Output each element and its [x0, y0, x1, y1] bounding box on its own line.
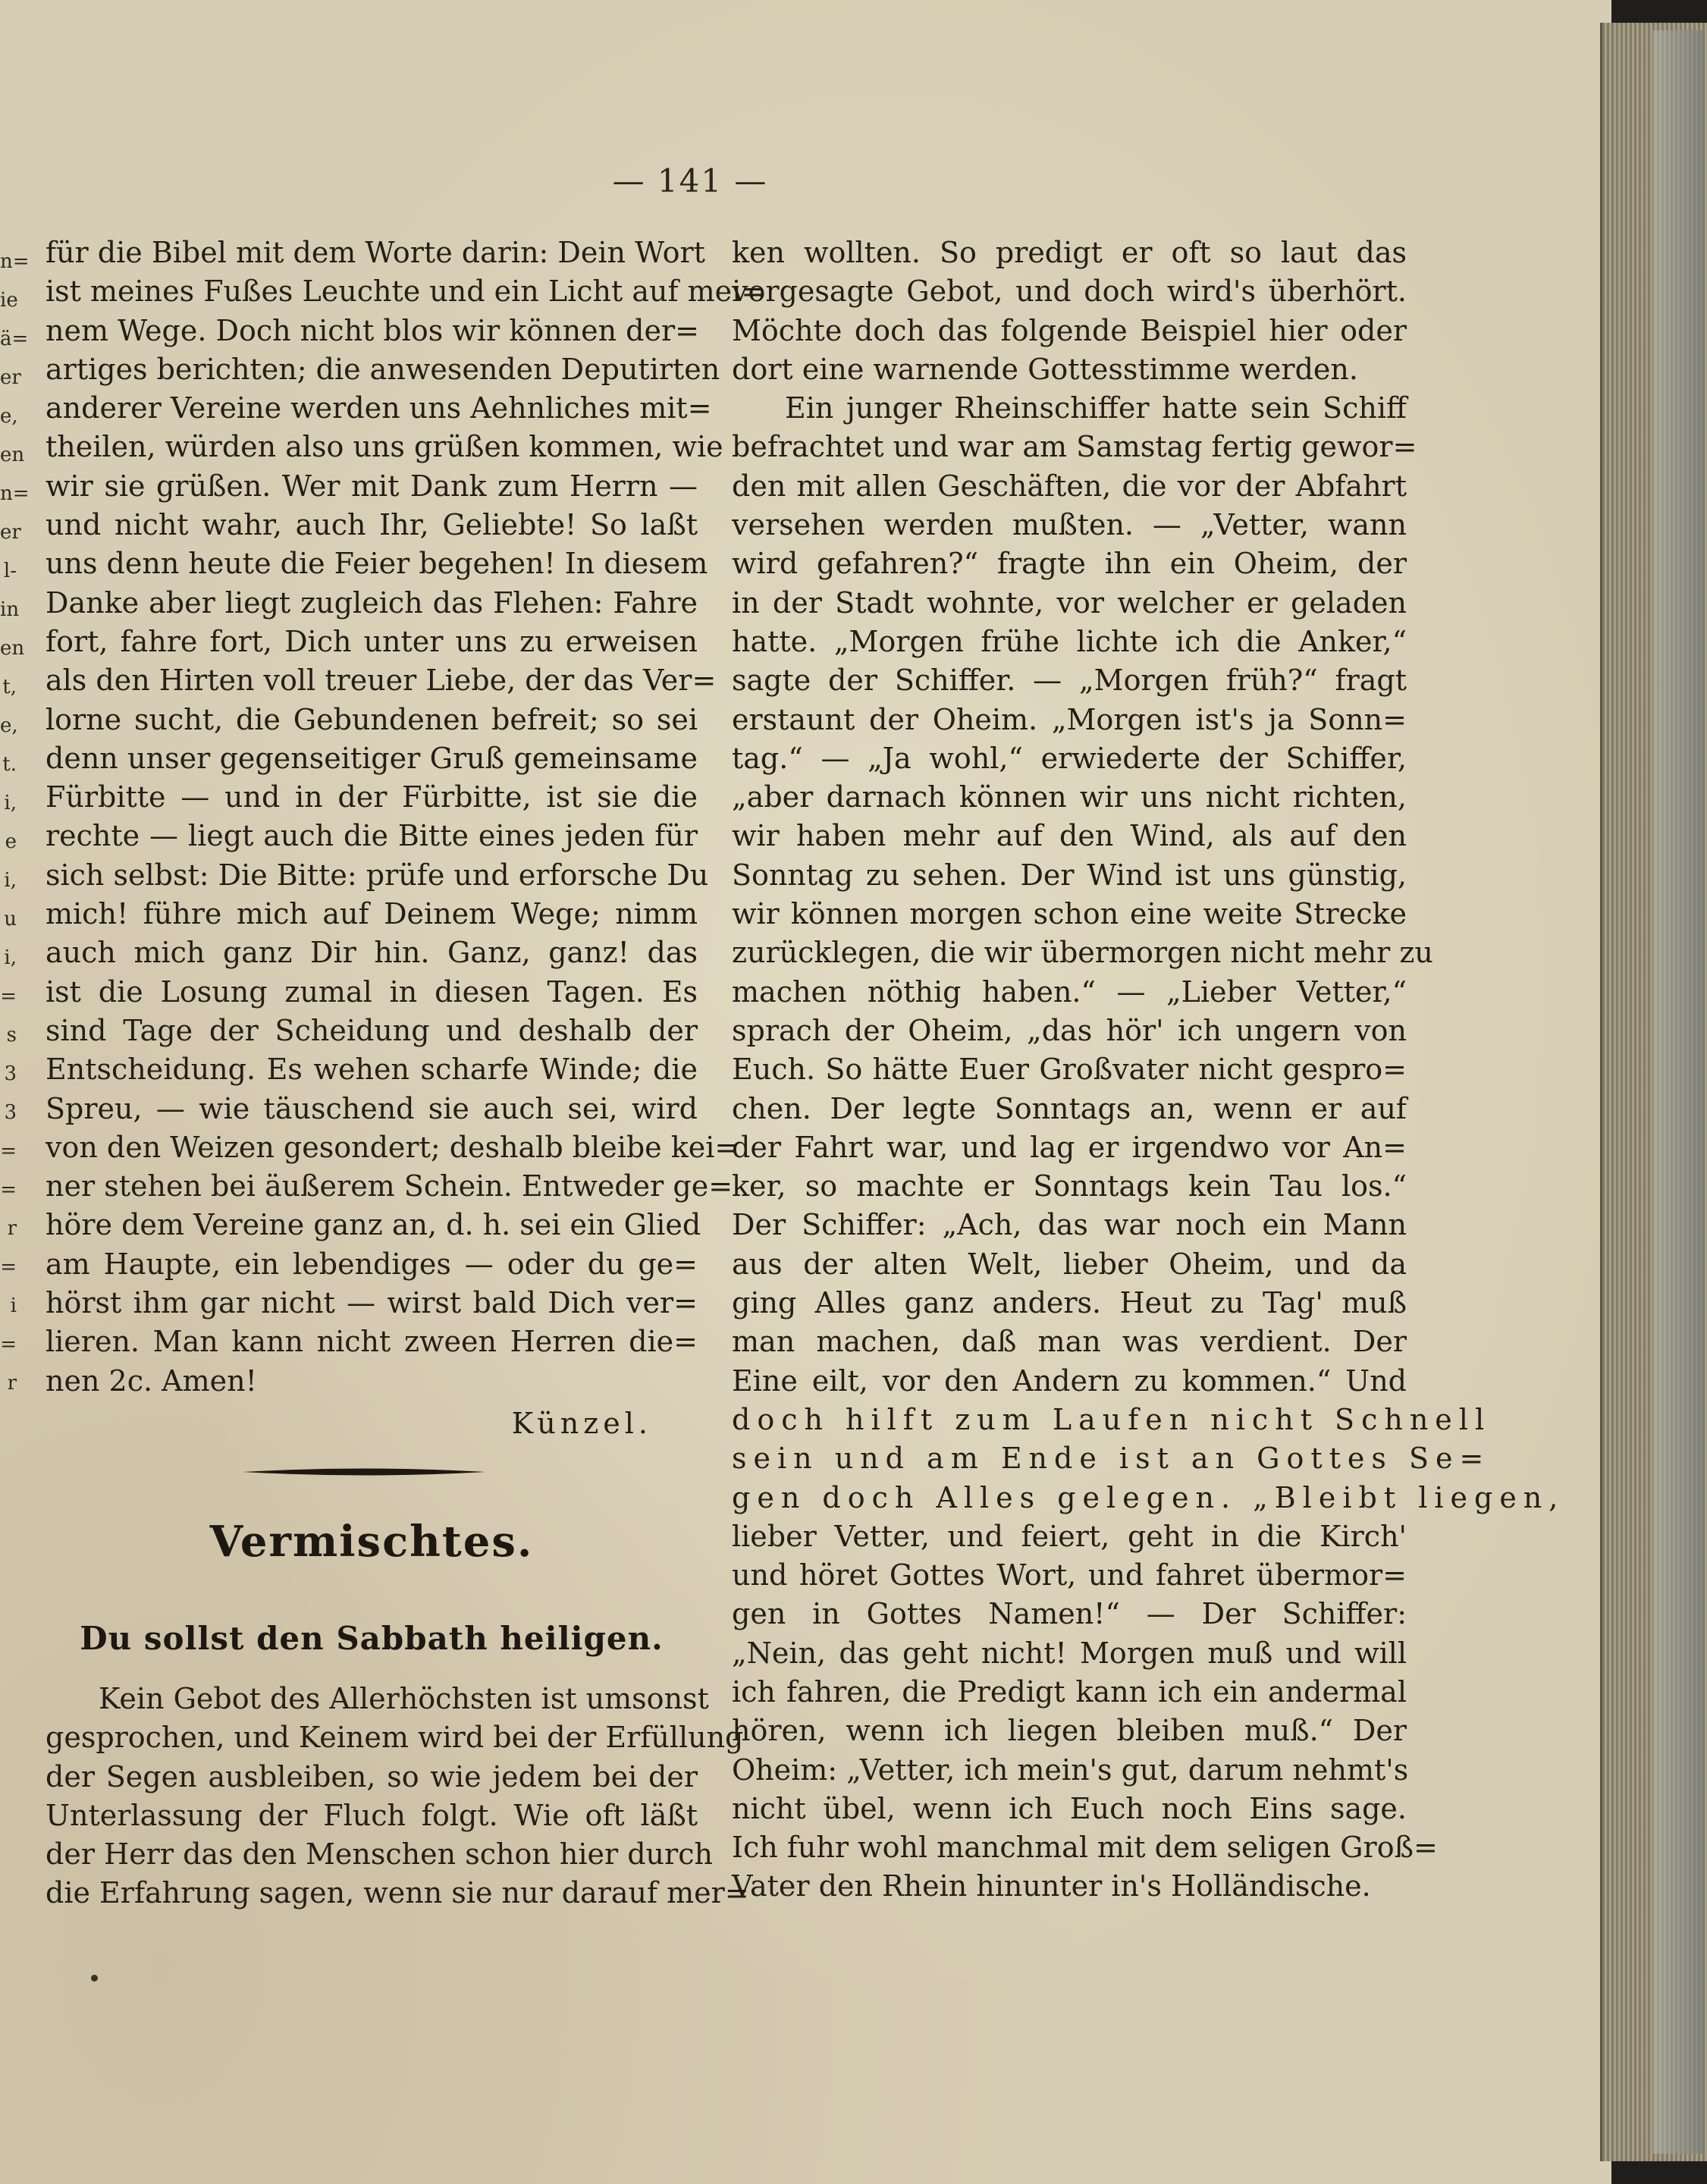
fragment: = — [0, 985, 17, 1008]
text-line: zurücklegen, die wir übermorgen nicht mehr zu — [732, 936, 1433, 970]
fragment: n= — [0, 482, 30, 505]
text-line: mich! führe mich auf Deinem Wege; nimm — [45, 897, 698, 931]
article-title: Du sollst den Sabbath heiligen. — [80, 1620, 664, 1657]
fragment: l- — [3, 560, 17, 582]
text-line: Spreu, — wie täuschend sie auch sei, wird — [45, 1091, 698, 1125]
text-line: nicht übel, wenn ich Euch noch Eins sage. — [732, 1791, 1407, 1825]
text-line: gesprochen, und Keinem wird bei der Erfüllung — [45, 1721, 744, 1755]
fragment: = — [0, 1140, 17, 1163]
fragment: er — [0, 366, 21, 389]
text-line: Der Schiffer: „Ach, das war noch ein Mann — [732, 1208, 1407, 1242]
left-column — [45, 234, 766, 1446]
text-line: nen 2c. Amen! — [45, 1363, 257, 1398]
text-line: Danke aber liegt zugleich das Flehen: Fahre — [45, 585, 698, 620]
fragment: i, — [4, 946, 17, 969]
text-line: Oheim: „Vetter, ich mein's gut, darum nehmt's — [732, 1753, 1409, 1787]
text-line: wir können morgen schon eine weite Strecke — [732, 897, 1407, 931]
fragment: e, — [0, 405, 18, 428]
text-line: Möchte doch das folgende Beispiel hier oder — [732, 313, 1407, 347]
fragment: = — [0, 1256, 17, 1279]
fragment: s — [6, 1024, 17, 1046]
text-line: und nicht wahr, auch Ihr, Geliebte! So laßt — [45, 508, 698, 542]
fragment: e, — [0, 714, 18, 737]
text-line: chen. Der legte Sonntags an, wenn er auf — [732, 1091, 1407, 1125]
fragment: en — [0, 637, 25, 660]
text-line: doch hilft zum Laufen nicht Schnell — [732, 1402, 1492, 1436]
fragment: = — [0, 1333, 17, 1356]
page-edges-shade — [1653, 30, 1705, 2154]
fragment: i — [10, 1294, 17, 1317]
text-line: theilen, würden also uns grüßen kommen, wie — [45, 430, 723, 464]
text-line: rechte — liegt auch die Bitte eines jeden für — [45, 819, 698, 853]
text-line: hören, wenn ich liegen bleiben muß.“ Der — [732, 1714, 1407, 1748]
text-line: ist die Losung zumal in diesen Tagen. Es — [45, 974, 698, 1009]
article-text — [45, 1680, 749, 1913]
fragment: i, — [4, 869, 17, 892]
text-line: erstaunt der Oheim. „Morgen ist's ja Sonn= — [732, 702, 1407, 736]
text-line: wir haben mehr auf den Wind, als auf den — [732, 819, 1407, 853]
text-line: „Nein, das geht nicht! Morgen muß und will — [732, 1636, 1407, 1670]
text-line: wir sie grüßen. Wer mit Dank zum Herrn — — [45, 469, 698, 503]
text-line: dort eine warnende Gottesstimme werden. — [732, 352, 1358, 386]
text-line: ner stehen bei äußerem Schein. Entweder ge= — [45, 1169, 733, 1203]
text-line: machen nöthig haben.“ — „Lieber Vetter,“ — [732, 974, 1407, 1009]
text-line: und höret Gottes Wort, und fahret übermor= — [732, 1558, 1407, 1592]
text-line: gen doch Alles gelegen. „Bleibt liegen, — [732, 1480, 1565, 1514]
previous-page-fragments — [0, 243, 30, 1426]
fragment: ä= — [0, 328, 29, 350]
text-line: für die Bibel mit dem Worte darin: Dein Wort — [45, 236, 705, 269]
text-line: Kein Gebot des Allerhöchsten ist umsonst — [99, 1682, 709, 1715]
right-column — [732, 234, 1565, 1906]
text-line: Euch. So hätte Euer Großvater nicht gespro= — [732, 1053, 1407, 1087]
text-line: wird gefahren?“ fragte ihn ein Oheim, der — [732, 547, 1407, 581]
author-signature: Künzel. — [511, 1406, 652, 1440]
text-line: hörst ihm gar nicht — wirst bald Dich ver= — [45, 1286, 698, 1320]
fragment: n= — [0, 250, 30, 273]
text-line: lieren. Man kann nicht zween Herren die= — [45, 1325, 698, 1359]
text-line: uns denn heute die Feier begehen! In diesem — [45, 547, 708, 581]
text-line: Fürbitte — und in der Fürbitte, ist sie die — [45, 780, 698, 814]
fragment: 3 — [4, 1062, 17, 1085]
text-line: auch mich ganz Dir hin. Ganz, ganz! das — [45, 936, 698, 970]
text-line: sind Tage der Scheidung und deshalb der — [45, 1013, 698, 1047]
text-line: die Erfahrung sagen, wenn sie nur darauf mer= — [45, 1876, 749, 1910]
fragment: t. — [2, 753, 17, 776]
section-heading: Vermischtes. — [209, 1517, 534, 1567]
fragment: e — [5, 830, 17, 853]
fragment: r — [7, 1372, 17, 1395]
fragment: en — [0, 444, 25, 466]
text-line: sprach der Oheim, „das hör' ich ungern von — [732, 1013, 1407, 1047]
fragment: 3 — [4, 1101, 17, 1124]
text-line: Eine eilt, vor den Andern zu kommen.“ Und — [732, 1363, 1407, 1398]
text-line: artiges berichten; die anwesenden Deputirten — [45, 352, 720, 386]
fragment: in — [0, 598, 20, 621]
text-line: Ich fuhr wohl manchmal mit dem seligen Groß= — [732, 1831, 1438, 1865]
ink-speck — [91, 1975, 98, 1982]
text-line: höre dem Vereine ganz an, d. h. sei ein Glied — [45, 1208, 701, 1242]
fragment: u — [4, 908, 17, 930]
text-line: tag.“ — „Ja wohl,“ erwiederte der Schiffer, — [732, 741, 1407, 775]
text-line: der Fahrt war, und lag er irgendwo vor An= — [732, 1130, 1407, 1164]
fragment: er — [0, 521, 21, 544]
text-line: befrachtet und war am Samstag fertig gewor= — [732, 430, 1417, 464]
text-line: ker, so machte er Sonntags kein Tau los.“ — [732, 1169, 1407, 1203]
text-line: Vater den Rhein hinunter in's Holländische. — [732, 1869, 1371, 1903]
text-line: von den Weizen gesondert; deshalb bleibe kei= — [45, 1130, 739, 1164]
text-line: in der Stadt wohnte, vor welcher er geladen — [732, 585, 1407, 620]
page-number: — 141 — — [612, 162, 768, 199]
text-line: fort, fahre fort, Dich unter uns zu erweisen — [45, 624, 698, 658]
fragment: = — [0, 1178, 17, 1201]
text-line: ken wollten. So predigt er oft so laut das — [732, 236, 1407, 269]
text-line: nem Wege. Doch nicht blos wir können der= — [45, 313, 699, 347]
text-line: aus der alten Welt, lieber Oheim, und da — [732, 1247, 1407, 1281]
ornamental-rule — [243, 1467, 485, 1477]
text-line: sagte der Schiffer. — „Morgen früh?“ fragt — [732, 664, 1407, 698]
fragment: i, — [4, 792, 17, 814]
text-line: versehen werden mußten. — „Vetter, wann — [732, 508, 1407, 542]
text-line: den mit allen Geschäften, die vor der Abfahrt — [732, 469, 1407, 503]
text-line: Ein junger Rheinschiffer hatte sein Schiff — [785, 391, 1407, 425]
text-line: lorne sucht, die Gebundenen befreit; so sei — [45, 702, 698, 736]
text-line: gen in Gottes Namen!“ — Der Schiffer: — [732, 1597, 1407, 1631]
text-line: sein und am Ende ist an Gottes Se= — [732, 1442, 1491, 1476]
text-line: lieber Vetter, und feiert, geht in die Kirch' — [732, 1519, 1407, 1553]
text-line: Sonntag zu sehen. Der Wind ist uns günstig, — [732, 858, 1407, 892]
text-line: hatte. „Morgen frühe lichte ich die Anker,“ — [732, 624, 1407, 658]
text-line: anderer Vereine werden uns Aehnliches mit= — [45, 391, 712, 425]
text-line: vorgesagte Gebot, und doch wird's überhört. — [732, 275, 1407, 309]
text-line: ist meines Fußes Leuchte und ein Licht auf mei= — [45, 275, 766, 309]
text-line: sich selbst: Die Bitte: prüfe und erforsche Du — [45, 858, 709, 892]
text-line: ich fahren, die Predigt kann ich ein andermal — [732, 1674, 1407, 1709]
text-line: „aber darnach können wir uns nicht richten, — [732, 780, 1407, 814]
text-line: Unterlassung der Fluch folgt. Wie oft läßt — [45, 1798, 698, 1832]
fragment: t, — [2, 676, 17, 698]
fragment: r — [7, 1217, 17, 1240]
text-line: man machen, daß man was verdient. Der — [732, 1325, 1407, 1359]
text-line: denn unser gegenseitiger Gruß gemeinsame — [45, 741, 698, 775]
text-line: als den Hirten voll treuer Liebe, der das Ver= — [45, 664, 717, 698]
fragment: ie — [0, 289, 18, 312]
text-line: am Haupte, ein lebendiges — oder du ge= — [45, 1247, 698, 1281]
text-line: der Herr das den Menschen schon hier durch — [45, 1837, 713, 1872]
text-line: ging Alles ganz anders. Heut zu Tag' muß — [732, 1286, 1407, 1320]
text-line: Entscheidung. Es wehen scharfe Winde; die — [45, 1053, 698, 1087]
text-line: der Segen ausbleiben, so wie jedem bei der — [45, 1759, 698, 1793]
